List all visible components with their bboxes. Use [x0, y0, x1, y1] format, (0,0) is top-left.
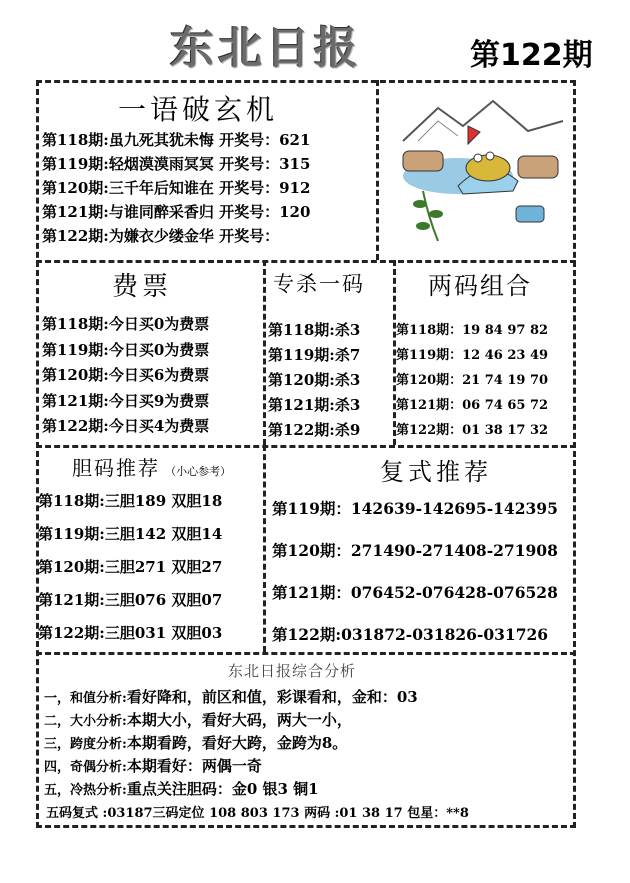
- list-item: 第118期：19 84 97 82: [396, 323, 549, 338]
- compound-list: [272, 488, 558, 656]
- list-item: 第121期：06 74 65 72: [396, 398, 549, 413]
- analysis-text: 本期看好：两偶一奇: [126, 757, 262, 775]
- fee-list: [42, 312, 209, 440]
- list-item: 第120期:三千年后知谁在 开奖号：912: [42, 179, 311, 197]
- list-item: 第119期:轻烟漠漠雨冥冥 开奖号：315: [42, 155, 311, 173]
- list-item: 第118期:杀3: [268, 321, 361, 339]
- fee-divider: [263, 260, 266, 445]
- fee-title: 费票: [112, 272, 173, 302]
- dan-title-wrap: [72, 452, 231, 481]
- masthead-title: 东北日报: [170, 23, 362, 74]
- list-item: 第119期:今日买0为费票: [42, 340, 210, 359]
- divider-2: [36, 445, 576, 448]
- list-item: 第122期:为嫌衣少缕金华 开奖号：: [42, 227, 280, 245]
- list-item: 第120期:杀3: [268, 371, 361, 389]
- list-item: 第119期：142639-142695-142395: [272, 499, 558, 518]
- riddle-list: [42, 128, 310, 248]
- analysis-footer: 五码复式 :03187三码定位 108 803 173 两码 :01 38 17 包星：**8: [46, 806, 469, 821]
- analysis-label: 一，和值分析:: [44, 691, 127, 706]
- list-item: 第119期:杀7: [268, 346, 361, 364]
- list-item: 第121期:三胆076 双胆07: [38, 591, 223, 609]
- dan-divider: [263, 445, 266, 652]
- analysis-label: 三，跨度分析:: [44, 737, 127, 752]
- kill-list: [268, 318, 360, 443]
- list-item: 第118期:今日买0为费票: [42, 315, 210, 333]
- list-item: 第119期:三胆142 双胆14: [38, 525, 223, 543]
- list-item: 第118期:三胆189 双胆18: [38, 492, 223, 510]
- list-item: 第122期:今日买4为费票: [42, 417, 210, 435]
- pairs-list: [396, 318, 548, 443]
- list-item: 第118期:虽九死其犹未悔 开奖号：621: [42, 131, 311, 149]
- list-item: 第122期：01 38 17 32: [396, 423, 549, 438]
- analysis-text: 本期看跨，看好大跨，金跨为8。: [126, 734, 348, 752]
- list-item: 第120期:三胆271 双胆27: [38, 558, 223, 576]
- list-item: [44, 778, 418, 801]
- analysis-text: 重点关注胆码：金0 银3 铜1: [126, 780, 319, 798]
- dan-list: [38, 485, 222, 650]
- kill-title: 专杀一码: [273, 272, 365, 296]
- list-item: 第120期：21 74 19 70: [396, 373, 549, 388]
- list-item: 第122期:杀9: [268, 421, 361, 439]
- riddle-divider: [376, 80, 379, 260]
- list-item: [44, 732, 418, 755]
- dan-subtitle: （小心参考）: [165, 465, 232, 478]
- riddle-title: 一语破玄机: [118, 93, 279, 126]
- list-item: 第121期:与谁同醉采香归 开奖号：120: [42, 203, 311, 221]
- list-item: [44, 686, 418, 709]
- list-item: [44, 755, 418, 778]
- list-item: [44, 709, 418, 732]
- frog-illustration: [398, 96, 568, 246]
- list-item: 第121期:杀3: [268, 396, 361, 414]
- list-item: 第121期:今日买9为费票: [42, 391, 210, 410]
- list-item: 第120期：271490-271408-271908: [272, 541, 558, 560]
- pairs-title: 两码组合: [428, 272, 532, 300]
- list-item: 第121期：076452-076428-076528: [272, 583, 558, 602]
- analysis-label: 四，奇偶分析:: [44, 760, 127, 775]
- issue-number: 第122期: [470, 38, 593, 73]
- list-item: 第119期：12 46 23 49: [396, 348, 549, 363]
- analysis-list: [44, 686, 418, 801]
- analysis-label: 二，大小分析:: [44, 714, 127, 729]
- analysis-text: 本期大小，看好大码，两大一小，: [126, 711, 352, 729]
- analysis-text: 看好降和，前区和值，彩课看和，金和：03: [126, 688, 418, 706]
- analysis-label: 五，冷热分析:: [44, 783, 127, 798]
- list-item: 第122期:三胆031 双胆03: [38, 624, 223, 642]
- list-item: 第120期:今日买6为费票: [42, 366, 210, 384]
- divider-1: [36, 260, 576, 263]
- dan-title: 胆码推荐: [72, 456, 160, 480]
- analysis-title: 东北日报综合分析: [228, 662, 357, 680]
- list-item: 第122期:031872-031826-031726: [272, 625, 549, 644]
- compound-title: 复式推荐: [380, 458, 492, 486]
